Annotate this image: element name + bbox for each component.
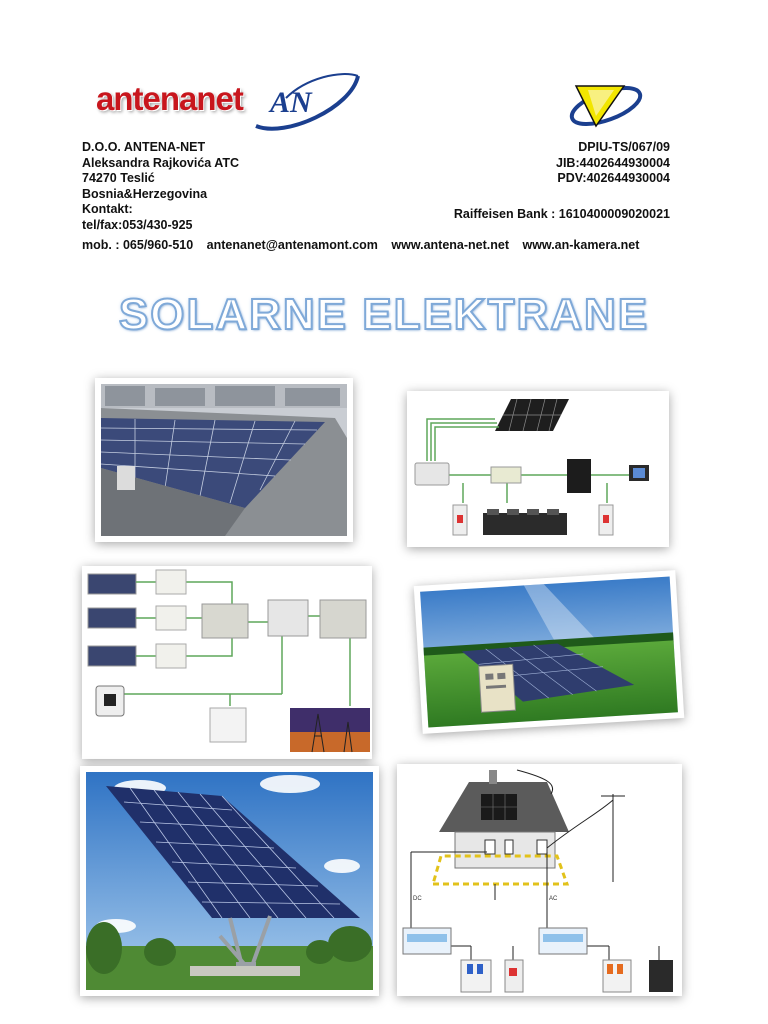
- company-name: D.O.O. ANTENA-NET: [82, 140, 206, 154]
- mobile-number: mob. : 065/960-510: [82, 238, 194, 252]
- dc-label: DC: [413, 896, 422, 902]
- house-installation-diagram: [397, 764, 682, 996]
- grid-tie-diagram: [82, 566, 372, 759]
- pdv-number: PDV:402644930004: [557, 171, 670, 185]
- ac-label: AC: [549, 896, 558, 902]
- certification-logo-icon: [566, 80, 646, 132]
- registration-info: [556, 140, 670, 187]
- website-link-antena-net[interactable]: www.antena-net.net: [391, 238, 509, 252]
- page-title: SOLARNE ELEKTRANE: [118, 290, 650, 339]
- bank-account: Raiffeisen Bank : 1610400009020021: [453, 207, 670, 221]
- country: Bosnia&Herzegovina: [82, 186, 208, 201]
- jib-number: JIB:4402644930004: [556, 155, 670, 170]
- email-link[interactable]: antenanet@antenamont.com: [206, 238, 378, 252]
- rooftop-solar-photo: [95, 378, 353, 542]
- letterhead: [78, 66, 678, 261]
- postal-city: 74270 Teslić: [82, 171, 155, 185]
- contact-line: [82, 238, 649, 252]
- contact-label: Kontakt:: [82, 202, 133, 216]
- tracker-solar-photo: [80, 766, 379, 996]
- website-link-an-kamera[interactable]: www.an-kamera.net: [522, 238, 640, 252]
- field-solar-photo: [414, 570, 685, 734]
- antenanet-logo: [78, 66, 363, 132]
- off-grid-diagram: [407, 391, 669, 547]
- company-address: [82, 140, 239, 233]
- logo-wordmark: antenanet: [96, 80, 243, 117]
- phone-fax: tel/fax:053/430-925: [82, 217, 193, 232]
- logo-an-mark: AN: [270, 86, 312, 119]
- street-address: Aleksandra Rajkovića ATC: [82, 155, 240, 170]
- dpiu-number: DPIU-TS/067/09: [578, 140, 670, 154]
